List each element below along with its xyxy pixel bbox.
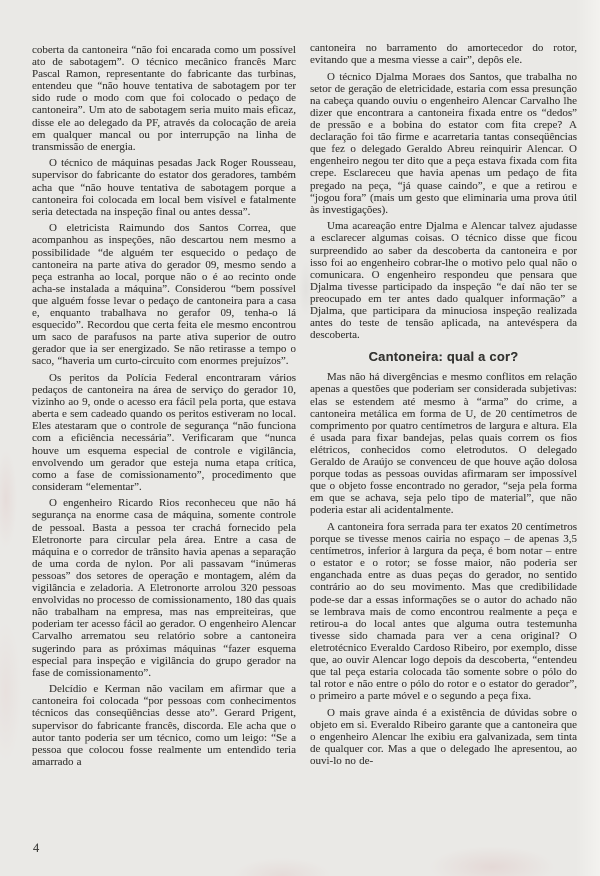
body-paragraph: Os peritos da Polícia Federal encontraram vários pedaços de cantoneira na área de serviço do gerador 10, vizinho ao 9, onde o acesso era fácil pela porta, que estava aberta e sem cadeado quando os peritos estiveram no local. Eles atestaram que o controle de segurança “não funciona com a eficiência necessária”. Verificaram que “nunca houve um esquema especial de controle e vigilância, envolvendo um gerador que esteja numa etapa crítica, como a fase de comissionamento”, procedimento que consideram “elementar”.: [32, 371, 296, 493]
body-paragraph: Mas não há divergências e mesmo conflitos em relação apenas a questões que poderiam ser considerada subjetivas: elas se estendem até mesmo à “arma” do crime, a cantoneira metálica em forma de U, de 20 centímetros de comprimento por quatro centímetros de largura e altura. Ela é usada para fixar bandejas, pelas quais correm os fios elétricos, conhecidos como eletrodutos. O delegado Geraldo de Araújo se convenceu de que houve ação dolosa porque todas as pessoas ouvidas afirmaram ser impossível que o objeto fosse encontrado no gerador, “seja pela forma em que se achava, seja pelo tipo de material”, que não poderia estar ali acidentalmente.: [310, 371, 577, 517]
body-paragraph: O técnico de máquinas pesadas Jack Roger Rousseau, supervisor do fabricante do estator dos geradores, também acha que “não houve tentativa de sabotagem porque a cantoneira foi colocada em local bem visível e fatalmente seria detectada na inspeção final ou antes dessa”.: [32, 157, 296, 218]
body-paragraph: O mais grave ainda é a existência de dúvidas sobre o objeto em si. Everaldo Ribeiro garante que a cantoneira que o engenheiro Alencar lhe exibiu era galvanizada, sem tinta de qualquer cor. Mas a que o delegado lhe apresentou, ao ouvi-lo no de-: [310, 706, 577, 768]
right-text-column: [310, 42, 577, 772]
body-paragraph: coberta da cantoneira “não foi encarada como um possível ato de sabotagem”. O técnico mecânico francês Marc Pascal Ramon, representante do fabricante das turbinas, entendeu que “não houve tentativa de sabotagem por ter sido rude o modo com que foi colocado o pedaço de cantoneira”. Um ato de sabotagem seria muito mais eficaz, disse ele ao delegado da PF, através da colocação de areia em qualquer mancal ou por interrupção na linha de transmissão de energia.: [32, 44, 296, 153]
page-number: 4: [33, 841, 40, 855]
body-paragraph: A cantoneira fora serrada para ter exatos 20 centímetros porque se tivesse menos cairia no espaço – de apenas 3,5 centímetros, inferior à largura da peça, é bom notar – entre o estator e o rotor; se fosse maior, não poderia ser enganchada entre as duas peças do gerador, no sentido contrário ao do seu movimento. Mas que credibilidade pode-se dar a essas informações se o autor do achado não se lembrava mais de como encontrou realmente a peça e retirou-a do local antes que alguma outra testemunha tivesse sido chamada para ver a cena original? O eletrotécnico Everaldo Cardoso Ribeiro, por exemplo, disse que, ao ouvir Alencar logo depois da descoberta, “entendeu que tal peça estaria colocada tão somente sobre o pólo do tal rotor e não entre o pólo do rotor e o estator do gerador”, o primeiro a parte móvel e o segundo a peça fixa.: [310, 520, 577, 703]
left-text-column: [32, 44, 296, 772]
body-paragraph: Uma acareação entre Djalma e Alencar talvez ajudasse a esclarecer algumas coisas. O técnico disse que ficou surpreendido ao saber da descoberta da cantoneira e por isso foi ao engenheiro cobrar-lhe o motivo pelo qual não o comunicara. O engenheiro respondeu que pensara que Djalma tivesse participado da inspeção “e daí não ter se preocupado em ter antes dado qualquer informação” a Djalma, que participara da minuciosa inspeção realizada antes do teste de tensão aplicada, na antevéspera da descoberta.: [310, 220, 577, 342]
section-heading: Cantoneira: qual a cor?: [368, 349, 519, 365]
body-paragraph: cantoneira no barramento do amortecedor do rotor, evitando que a mesma viesse a cair”, depôs ele.: [310, 42, 577, 67]
body-paragraph: Delcídio e Kerman não vacilam em afirmar que a cantoneira foi colocada “por pessoas com conhecimentos técnicos das conseqüências desse ato”. Gerard Prigent, supervisor do fabricante francês, discorda. Ele acha que o autor tanto poderia ser um técnico, como um leigo: “Se a pessoa que colocou fosse realmente um entendido teria amarrado a: [32, 683, 296, 768]
body-paragraph: O eletricista Raimundo dos Santos Correa, que acompanhou as inspeções, não descartou nem mesmo a possibilidade “de alguém ter esquecido o pedaço de cantoneira na parte ativa do gerador 09, mesmo sendo a peça estranha ao local, porque não o é ao recinto onde acha-se instalada a máquina”. Considerou “bem possível que alguém fosse levar o pedaço de cantoneira para a casa e, enquanto trabalhava no gerafor 09, tenha-o lá esquecido”. Recordou que certa feita ele mesmo encontrou um saco de parafusos na parte ativa superior de outro gerador que ia ser energizado. Se não retirasse a tempo o saco, “haveria um curto-circuito com enormes prejuízos”.: [32, 222, 296, 368]
body-paragraph: O técnico Djalma Moraes dos Santos, que trabalha no setor de geração de eletricidade, estaria com essa presunção na cabeça quando ouviu o engenheiro Alencar Carvalho lhe dizer que encontrara a cantoneira fixada entre os “dedos” de pressão e a bobina do estator com fita crepe? A declaração foi tão firme e acarretaria tantas conseqüências que fez o delegado Geraldo Abreu reinquirir Alencar. O engenheiro negou ter dito que a peça estava fixada com fita crepe. Esclareceu que havia apenas um pedaço de fita pregado na peça, “já quase caindo”, e que a retirou e “jogou fora” (mais um gesto que eliminaria uma prova útil às investigações).: [310, 70, 577, 216]
body-paragraph: O engenheiro Ricardo Rios reconheceu que não há segurança na enorme casa de máquina, somente controle de pessoal. Basta a pessoa ter crachá fornecido pela Eletronorte para circular pela área. Entre a casa de máquina e o corredor de trânsito havia apenas a separação de uma corda de nylon. Por ali passavam “inúmeras pessoas” dos setores de operação e montagem, além da vigilância e zeladoria. A Eletronorte arrolou 320 pessoas envolvidas no processo de comissionamento, 180 das quais não trabalham na empresa, mas nas empreiteiras, que poderiam ter acesso fácil ao gerador. O engenheiro Alencar Carvalho arrematou seu relatório sobre a cantoneira sugerindo para as próximas máquinas “fazer esquema especial para inspeção e vigilância do grupo gerador na fase de comissionamento”.: [32, 497, 296, 679]
